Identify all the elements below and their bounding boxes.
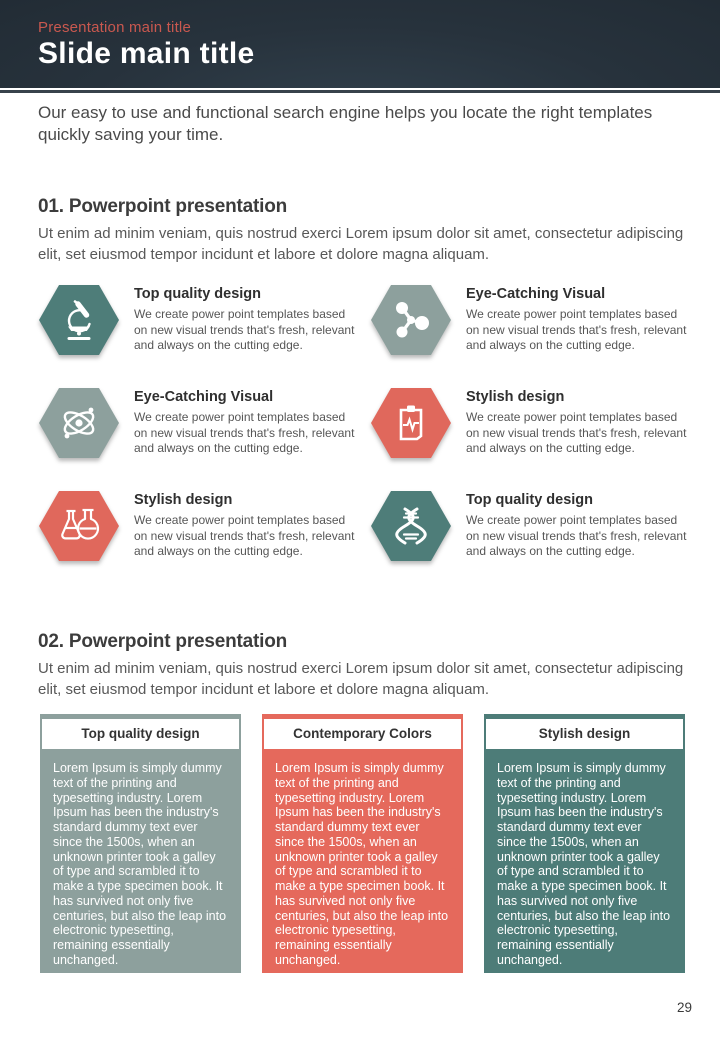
box-body-text: Lorem Ipsum is simply dummy text of the printing and typesetting industry. Lorem Ipsum has been the industry's standard dummy text ever since the 1500s, when an unknown printer took a galley of type and scrambled it to make a type specimen book. It has survived not only five centuries, but also the leap into electronic typesetting, remaining essentially unchanged. — [53, 761, 227, 967]
feature-title: Stylish design — [134, 492, 233, 508]
box-title: Contemporary Colors — [264, 719, 461, 749]
section-01-heading: 01. Powerpoint presentation — [38, 196, 288, 217]
feature-description: We create power point templates based on new visual trends that's fresh, relevant and always on the cutting edge. — [466, 307, 687, 353]
microscope-icon — [38, 283, 120, 357]
box-title: Top quality design — [42, 719, 239, 749]
box-contemporary-colors — [262, 714, 463, 973]
box-body-text: Lorem Ipsum is simply dummy text of the printing and typesetting industry. Lorem Ipsum has been the industry's standard dummy text ever since the 1500s, when an unknown printer took a galley of type and scrambled it to make a type specimen book. It has survived not only five centuries, but also the leap into electronic typesetting, remaining essentially unchanged. — [497, 761, 671, 967]
feature-item — [370, 489, 688, 592]
box-top-quality-design — [40, 714, 241, 973]
presentation-main-title: Presentation main title — [38, 19, 192, 36]
section-02-body: Ut enim ad minim veniam, quis nostrud exerci Lorem ipsum dolor sit amet, consectetur adipiscing elit, set eiusmod tempor incidunt et labore et dolore magna aliquam. — [38, 660, 684, 698]
feature-description: We create power point templates based on new visual trends that's fresh, relevant and always on the cutting edge. — [134, 307, 355, 353]
feature-item — [38, 386, 356, 489]
box-body-text: Lorem Ipsum is simply dummy text of the printing and typesetting industry. Lorem Ipsum has been the industry's standard dummy text ever since the 1500s, when an unknown printer took a galley of type and scrambled it to make a type specimen book. It has survived not only five centuries, but also the leap into electronic typesetting, remaining essentially unchanged. — [275, 761, 449, 967]
dna-icon — [370, 489, 452, 563]
feature-item — [38, 489, 356, 592]
feature-title: Top quality design — [466, 492, 594, 508]
slide-main-title: Slide main title — [38, 37, 255, 70]
feature-grid — [38, 283, 688, 592]
page-number: 29 — [676, 1000, 692, 1015]
clipboard-pulse-icon — [370, 386, 452, 460]
feature-title: Top quality design — [134, 286, 262, 302]
atom-icon — [38, 386, 120, 460]
intro-paragraph: Our easy to use and functional search engine helps you locate the right templates quickly saving your time. — [38, 103, 653, 145]
color-boxes — [40, 714, 685, 973]
box-stylish-design — [484, 714, 685, 973]
header-divider — [0, 90, 720, 93]
section-01-body: Ut enim ad minim veniam, quis nostrud exerci Lorem ipsum dolor sit amet, consectetur adipiscing elit, set eiusmod tempor incidunt et labore et dolore magna aliquam. — [38, 225, 684, 263]
feature-title: Stylish design — [466, 389, 565, 405]
section-02-heading: 02. Powerpoint presentation — [38, 631, 288, 652]
feature-item — [370, 283, 688, 386]
flasks-icon — [38, 489, 120, 563]
feature-description: We create power point templates based on new visual trends that's fresh, relevant and always on the cutting edge. — [466, 410, 687, 456]
feature-title: Eye-Catching Visual — [134, 389, 274, 405]
feature-description: We create power point templates based on new visual trends that's fresh, relevant and always on the cutting edge. — [466, 513, 687, 559]
feature-title: Eye-Catching Visual — [466, 286, 606, 302]
feature-item — [38, 283, 356, 386]
box-title: Stylish design — [486, 719, 683, 749]
slide-header — [0, 0, 720, 88]
feature-description: We create power point templates based on new visual trends that's fresh, relevant and always on the cutting edge. — [134, 513, 355, 559]
molecule-icon — [370, 283, 452, 357]
feature-item — [370, 386, 688, 489]
feature-description: We create power point templates based on new visual trends that's fresh, relevant and always on the cutting edge. — [134, 410, 355, 456]
